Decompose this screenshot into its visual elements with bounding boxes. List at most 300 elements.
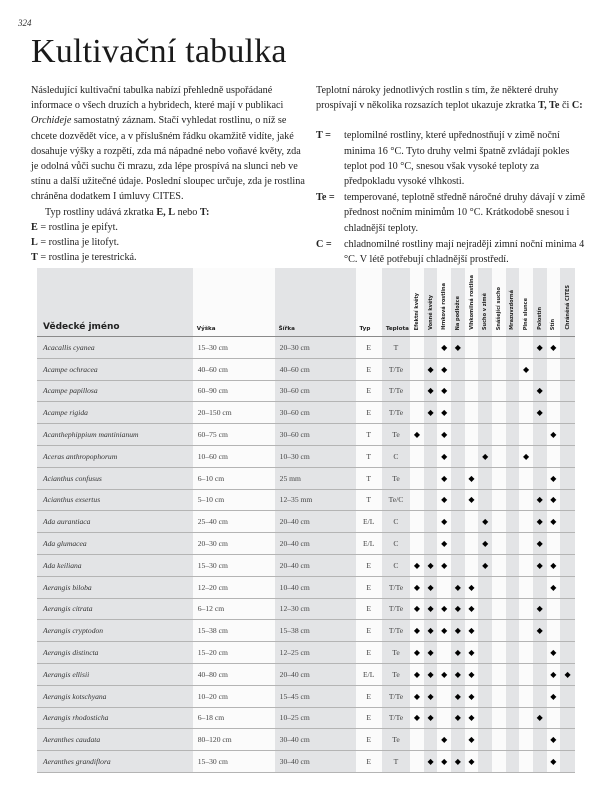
flag-marker: ◆ bbox=[533, 402, 547, 424]
type-value: E/L bbox=[356, 533, 382, 555]
flag-marker: ◆ bbox=[478, 445, 492, 467]
height-value: 12–20 cm bbox=[193, 576, 275, 598]
flag-empty bbox=[492, 598, 506, 620]
flag-empty bbox=[506, 337, 520, 359]
flag-marker: ◆ bbox=[547, 751, 561, 773]
flag-empty bbox=[478, 751, 492, 773]
table-row bbox=[37, 554, 575, 576]
species-name: Aeranthes caudata bbox=[37, 729, 193, 751]
species-name: Aerangis kotschyana bbox=[37, 685, 193, 707]
flag-empty bbox=[560, 467, 575, 489]
species-name: Ada glumacea bbox=[37, 533, 193, 555]
flag-empty bbox=[519, 663, 533, 685]
flag-marker: ◆ bbox=[410, 620, 424, 642]
flag-marker: ◆ bbox=[451, 663, 465, 685]
header-flag-label: Na podložce bbox=[454, 295, 461, 330]
flag-marker: ◆ bbox=[560, 663, 575, 685]
flag-empty bbox=[533, 751, 547, 773]
flag-empty bbox=[424, 489, 438, 511]
height-value: 5–10 cm bbox=[193, 489, 275, 511]
table-row bbox=[37, 620, 575, 642]
temperature-value: C bbox=[382, 533, 410, 555]
flag-empty bbox=[547, 533, 561, 555]
height-value: 15–30 cm bbox=[193, 751, 275, 773]
flag-marker: ◆ bbox=[410, 576, 424, 598]
flag-empty bbox=[533, 445, 547, 467]
flag-empty bbox=[560, 358, 575, 380]
temp-def-t: T = teplomilné rostliny, které upřednostňují v zimě noční minima 16 °C. Tyto druhy velmi špatně zvládají pokles teplot pod 10 °C, snesou však vysoké teploty za předpokladu vysoké vlhkosti. bbox=[316, 130, 570, 188]
flag-empty bbox=[560, 424, 575, 446]
flag-marker: ◆ bbox=[451, 620, 465, 642]
flag-empty bbox=[533, 729, 547, 751]
intro-left-column bbox=[31, 83, 306, 265]
flag-marker: ◆ bbox=[437, 424, 451, 446]
species-name: Acianthus confusus bbox=[37, 467, 193, 489]
flag-marker: ◆ bbox=[465, 707, 479, 729]
flag-marker: ◆ bbox=[410, 707, 424, 729]
type-value: E bbox=[356, 337, 382, 359]
flag-empty bbox=[410, 489, 424, 511]
flag-empty bbox=[451, 729, 465, 751]
flag-empty bbox=[465, 358, 479, 380]
type-value: T bbox=[356, 424, 382, 446]
flag-marker: ◆ bbox=[451, 685, 465, 707]
table-row bbox=[37, 511, 575, 533]
flag-marker: ◆ bbox=[437, 337, 451, 359]
flag-empty bbox=[506, 533, 520, 555]
header-flag-label: Stín bbox=[550, 318, 557, 330]
flag-empty bbox=[424, 337, 438, 359]
flag-empty bbox=[492, 729, 506, 751]
species-name: Acampe papillosa bbox=[37, 380, 193, 402]
flag-marker: ◆ bbox=[465, 489, 479, 511]
species-name: Aerangis cryptodon bbox=[37, 620, 193, 642]
flag-marker: ◆ bbox=[533, 554, 547, 576]
type-value: E bbox=[356, 685, 382, 707]
flag-marker: ◆ bbox=[533, 707, 547, 729]
flag-marker: ◆ bbox=[424, 554, 438, 576]
table-row bbox=[37, 598, 575, 620]
flag-marker: ◆ bbox=[547, 467, 561, 489]
width-value: 30–60 cm bbox=[275, 402, 356, 424]
flag-empty bbox=[465, 445, 479, 467]
flag-marker: ◆ bbox=[533, 533, 547, 555]
flag-empty bbox=[533, 358, 547, 380]
height-value: 80–120 cm bbox=[193, 729, 275, 751]
species-name: Aerangis biloba bbox=[37, 576, 193, 598]
width-value: 30–60 cm bbox=[275, 424, 356, 446]
header-flag bbox=[451, 268, 465, 337]
height-value: 6–18 cm bbox=[193, 707, 275, 729]
flag-empty bbox=[478, 489, 492, 511]
flag-marker: ◆ bbox=[547, 663, 561, 685]
book-title: Orchideje bbox=[31, 115, 72, 127]
flag-marker: ◆ bbox=[424, 380, 438, 402]
flag-marker: ◆ bbox=[465, 685, 479, 707]
flag-marker: ◆ bbox=[437, 511, 451, 533]
table-row bbox=[37, 380, 575, 402]
type-def-t: T = rostlina je terestrická. bbox=[31, 252, 137, 264]
type-value: E/L bbox=[356, 511, 382, 533]
type-value: E bbox=[356, 576, 382, 598]
flag-empty bbox=[410, 380, 424, 402]
type-value: E bbox=[356, 729, 382, 751]
temperature-value: Te bbox=[382, 729, 410, 751]
height-value: 20–150 cm bbox=[193, 402, 275, 424]
header-name: Vědecké jméno bbox=[37, 268, 193, 337]
flag-marker: ◆ bbox=[437, 380, 451, 402]
temperature-value: C bbox=[382, 445, 410, 467]
flag-empty bbox=[506, 380, 520, 402]
temp-intro: Teplotní nároky jednotlivých rostlin s tím, že některé druhy prospívají v několika rozsazích teplot ukazuje zkratka T, Te či C: bbox=[316, 85, 583, 112]
flag-empty bbox=[506, 554, 520, 576]
flag-marker: ◆ bbox=[437, 751, 451, 773]
flag-empty bbox=[451, 445, 465, 467]
flag-empty bbox=[547, 358, 561, 380]
species-name: Ada aurantiaca bbox=[37, 511, 193, 533]
flag-empty bbox=[451, 424, 465, 446]
width-value: 20–40 cm bbox=[275, 511, 356, 533]
flag-marker: ◆ bbox=[465, 663, 479, 685]
flag-empty bbox=[465, 402, 479, 424]
temperature-value: T/Te bbox=[382, 402, 410, 424]
species-name: Aceras anthropophorum bbox=[37, 445, 193, 467]
width-value: 12–30 cm bbox=[275, 598, 356, 620]
flag-empty bbox=[560, 337, 575, 359]
flag-empty bbox=[506, 729, 520, 751]
flag-empty bbox=[492, 489, 506, 511]
flag-marker: ◆ bbox=[437, 402, 451, 424]
temp-def-c: C = chladnomilné rostliny mají nejraději zimní noční minima 4 °C. V létě potřebují chladnější prostředí. bbox=[316, 238, 585, 266]
flag-empty bbox=[424, 424, 438, 446]
flag-marker: ◆ bbox=[424, 358, 438, 380]
flag-empty bbox=[547, 707, 561, 729]
height-value: 15–30 cm bbox=[193, 337, 275, 359]
species-name: Acampe ochracea bbox=[37, 358, 193, 380]
flag-marker: ◆ bbox=[437, 729, 451, 751]
flag-empty bbox=[492, 620, 506, 642]
flag-empty bbox=[492, 663, 506, 685]
flag-empty bbox=[519, 380, 533, 402]
flag-marker: ◆ bbox=[533, 489, 547, 511]
width-value: 15–45 cm bbox=[275, 685, 356, 707]
flag-empty bbox=[506, 663, 520, 685]
flag-empty bbox=[519, 337, 533, 359]
flag-empty bbox=[478, 424, 492, 446]
height-value: 10–20 cm bbox=[193, 685, 275, 707]
header-flag bbox=[437, 268, 451, 337]
type-value: E bbox=[356, 554, 382, 576]
flag-empty bbox=[465, 554, 479, 576]
flag-marker: ◆ bbox=[465, 751, 479, 773]
flag-empty bbox=[478, 620, 492, 642]
flag-marker: ◆ bbox=[451, 642, 465, 664]
temperature-value: T/Te bbox=[382, 598, 410, 620]
width-value: 20–30 cm bbox=[275, 337, 356, 359]
temperature-value: T/Te bbox=[382, 620, 410, 642]
flag-empty bbox=[506, 751, 520, 773]
page-number: 324 bbox=[18, 18, 32, 28]
flag-empty bbox=[424, 511, 438, 533]
species-name: Aerangis citrata bbox=[37, 598, 193, 620]
flag-marker: ◆ bbox=[424, 576, 438, 598]
temperature-value: T/Te bbox=[382, 685, 410, 707]
header-flag-label: Hrnková rostlina bbox=[441, 283, 448, 330]
flag-empty bbox=[506, 685, 520, 707]
height-value: 15–20 cm bbox=[193, 642, 275, 664]
species-name: Ada keiliana bbox=[37, 554, 193, 576]
flag-empty bbox=[533, 576, 547, 598]
header-flag-label: Plné slunce bbox=[523, 297, 530, 330]
flag-empty bbox=[492, 380, 506, 402]
header-flag-label: Mrazuvzdorná bbox=[509, 290, 516, 330]
header-flag-label: Chráněná CITES bbox=[564, 285, 571, 330]
species-name: Acacallis cyanea bbox=[37, 337, 193, 359]
header-flag bbox=[519, 268, 533, 337]
flag-marker: ◆ bbox=[547, 729, 561, 751]
flag-empty bbox=[519, 554, 533, 576]
type-value: E bbox=[356, 751, 382, 773]
flag-empty bbox=[478, 467, 492, 489]
flag-empty bbox=[492, 424, 506, 446]
flag-empty bbox=[506, 576, 520, 598]
flag-marker: ◆ bbox=[410, 598, 424, 620]
width-value: 12–35 mm bbox=[275, 489, 356, 511]
header-flag bbox=[465, 268, 479, 337]
flag-empty bbox=[506, 707, 520, 729]
flag-empty bbox=[424, 533, 438, 555]
header-height: Výška bbox=[193, 268, 275, 337]
flag-empty bbox=[560, 620, 575, 642]
flag-empty bbox=[519, 467, 533, 489]
table-row bbox=[37, 729, 575, 751]
flag-empty bbox=[478, 598, 492, 620]
temperature-value: Te bbox=[382, 424, 410, 446]
flag-empty bbox=[519, 533, 533, 555]
flag-empty bbox=[506, 620, 520, 642]
type-value: T bbox=[356, 445, 382, 467]
table-row bbox=[37, 642, 575, 664]
flag-empty bbox=[410, 467, 424, 489]
width-value: 20–40 cm bbox=[275, 533, 356, 555]
flag-empty bbox=[533, 663, 547, 685]
species-name: Aerangis rhodosticha bbox=[37, 707, 193, 729]
type-intro: Typ rostliny udává zkratka E, L nebo T: bbox=[45, 206, 210, 218]
flag-empty bbox=[410, 445, 424, 467]
header-flag-label: Vonné květy bbox=[427, 295, 434, 330]
temp-def-te: Te = temperované, teplotně středně náročné druhy dávají v zimě přednost nočním minimům 10 °C. Krátkodobě snesou i chladnější teploty. bbox=[316, 192, 586, 234]
table-row bbox=[37, 358, 575, 380]
flag-empty bbox=[437, 707, 451, 729]
flag-empty bbox=[492, 751, 506, 773]
flag-marker: ◆ bbox=[451, 598, 465, 620]
type-value: E bbox=[356, 402, 382, 424]
species-name: Aeranthes grandiflora bbox=[37, 751, 193, 773]
flag-marker: ◆ bbox=[547, 576, 561, 598]
flag-empty bbox=[492, 337, 506, 359]
flag-empty bbox=[478, 729, 492, 751]
flag-empty bbox=[533, 467, 547, 489]
flag-empty bbox=[560, 533, 575, 555]
flag-empty bbox=[519, 729, 533, 751]
flag-empty bbox=[547, 445, 561, 467]
flag-empty bbox=[492, 445, 506, 467]
flag-marker: ◆ bbox=[437, 620, 451, 642]
table-row bbox=[37, 489, 575, 511]
flag-empty bbox=[506, 489, 520, 511]
flag-empty bbox=[519, 576, 533, 598]
header-flag-label: Efektní květy bbox=[413, 292, 420, 330]
flag-empty bbox=[478, 358, 492, 380]
flag-empty bbox=[560, 380, 575, 402]
flag-empty bbox=[547, 380, 561, 402]
table-header-row bbox=[37, 268, 575, 337]
flag-empty bbox=[492, 467, 506, 489]
header-flag bbox=[506, 268, 520, 337]
flag-marker: ◆ bbox=[437, 467, 451, 489]
width-value: 30–60 cm bbox=[275, 380, 356, 402]
flag-marker: ◆ bbox=[533, 620, 547, 642]
temperature-value: T bbox=[382, 337, 410, 359]
type-value: T bbox=[356, 489, 382, 511]
header-flag bbox=[478, 268, 492, 337]
temperature-value: T/Te bbox=[382, 576, 410, 598]
header-temperature: Teplota bbox=[382, 268, 410, 337]
flag-empty bbox=[519, 620, 533, 642]
flag-marker: ◆ bbox=[424, 402, 438, 424]
temperature-value: T/Te bbox=[382, 358, 410, 380]
table-row bbox=[37, 576, 575, 598]
flag-empty bbox=[410, 402, 424, 424]
flag-empty bbox=[492, 358, 506, 380]
flag-empty bbox=[437, 576, 451, 598]
flag-empty bbox=[519, 424, 533, 446]
flag-empty bbox=[478, 337, 492, 359]
type-value: E bbox=[356, 598, 382, 620]
flag-marker: ◆ bbox=[424, 642, 438, 664]
height-value: 6–12 cm bbox=[193, 598, 275, 620]
height-value: 10–60 cm bbox=[193, 445, 275, 467]
flag-marker: ◆ bbox=[519, 445, 533, 467]
flag-marker: ◆ bbox=[533, 598, 547, 620]
flag-empty bbox=[519, 642, 533, 664]
species-name: Acianthus exsertus bbox=[37, 489, 193, 511]
flag-marker: ◆ bbox=[424, 707, 438, 729]
width-value: 20–40 cm bbox=[275, 554, 356, 576]
header-flag bbox=[533, 268, 547, 337]
header-flag bbox=[560, 268, 575, 337]
flag-empty bbox=[478, 576, 492, 598]
flag-empty bbox=[519, 598, 533, 620]
flag-empty bbox=[451, 358, 465, 380]
type-value: T bbox=[356, 467, 382, 489]
flag-marker: ◆ bbox=[437, 358, 451, 380]
flag-empty bbox=[560, 402, 575, 424]
flag-marker: ◆ bbox=[424, 685, 438, 707]
flag-empty bbox=[478, 663, 492, 685]
table-row bbox=[37, 445, 575, 467]
type-def-l: L = rostlina je litofyt. bbox=[31, 237, 120, 249]
flag-marker: ◆ bbox=[424, 663, 438, 685]
flag-empty bbox=[492, 511, 506, 533]
table-row bbox=[37, 707, 575, 729]
flag-marker: ◆ bbox=[465, 467, 479, 489]
table-row bbox=[37, 751, 575, 773]
temperature-value: C bbox=[382, 554, 410, 576]
flag-empty bbox=[560, 642, 575, 664]
width-value: 40–60 cm bbox=[275, 358, 356, 380]
flag-marker: ◆ bbox=[437, 598, 451, 620]
flag-empty bbox=[410, 751, 424, 773]
flag-marker: ◆ bbox=[410, 424, 424, 446]
type-value: E/L bbox=[356, 663, 382, 685]
flag-empty bbox=[492, 554, 506, 576]
flag-empty bbox=[560, 729, 575, 751]
intro-right-column bbox=[316, 83, 591, 268]
flag-empty bbox=[506, 402, 520, 424]
flag-marker: ◆ bbox=[533, 337, 547, 359]
flag-empty bbox=[410, 729, 424, 751]
flag-empty bbox=[533, 424, 547, 446]
flag-marker: ◆ bbox=[424, 620, 438, 642]
flag-empty bbox=[451, 402, 465, 424]
flag-marker: ◆ bbox=[451, 576, 465, 598]
flag-empty bbox=[560, 685, 575, 707]
height-value: 15–38 cm bbox=[193, 620, 275, 642]
flag-empty bbox=[451, 467, 465, 489]
width-value: 12–25 cm bbox=[275, 642, 356, 664]
flag-empty bbox=[506, 511, 520, 533]
flag-empty bbox=[506, 424, 520, 446]
height-value: 60–75 cm bbox=[193, 424, 275, 446]
header-type: Typ bbox=[356, 268, 382, 337]
flag-marker: ◆ bbox=[451, 751, 465, 773]
flag-empty bbox=[424, 467, 438, 489]
species-name: Acanthephippium mantinianum bbox=[37, 424, 193, 446]
table-row bbox=[37, 467, 575, 489]
table-row bbox=[37, 337, 575, 359]
height-value: 40–80 cm bbox=[193, 663, 275, 685]
height-value: 20–30 cm bbox=[193, 533, 275, 555]
width-value: 10–40 cm bbox=[275, 576, 356, 598]
flag-empty bbox=[451, 380, 465, 402]
flag-marker: ◆ bbox=[465, 620, 479, 642]
flag-empty bbox=[533, 642, 547, 664]
flag-empty bbox=[492, 402, 506, 424]
flag-empty bbox=[560, 707, 575, 729]
type-value: E bbox=[356, 358, 382, 380]
flag-marker: ◆ bbox=[424, 751, 438, 773]
header-flag-label: Snášející sucho bbox=[495, 286, 502, 330]
flag-empty bbox=[506, 445, 520, 467]
flag-empty bbox=[506, 642, 520, 664]
type-def-e: E = rostlina je epifyt. bbox=[31, 221, 118, 233]
flag-marker: ◆ bbox=[478, 554, 492, 576]
temperature-value: Te/C bbox=[382, 489, 410, 511]
temperature-value: T/Te bbox=[382, 707, 410, 729]
flag-empty bbox=[547, 620, 561, 642]
flag-marker: ◆ bbox=[547, 337, 561, 359]
flag-empty bbox=[519, 489, 533, 511]
flag-empty bbox=[547, 402, 561, 424]
height-value: 60–90 cm bbox=[193, 380, 275, 402]
flag-empty bbox=[560, 598, 575, 620]
width-value: 10–25 cm bbox=[275, 707, 356, 729]
type-value: E bbox=[356, 380, 382, 402]
width-value: 25 mm bbox=[275, 467, 356, 489]
flag-marker: ◆ bbox=[478, 511, 492, 533]
flag-empty bbox=[437, 685, 451, 707]
